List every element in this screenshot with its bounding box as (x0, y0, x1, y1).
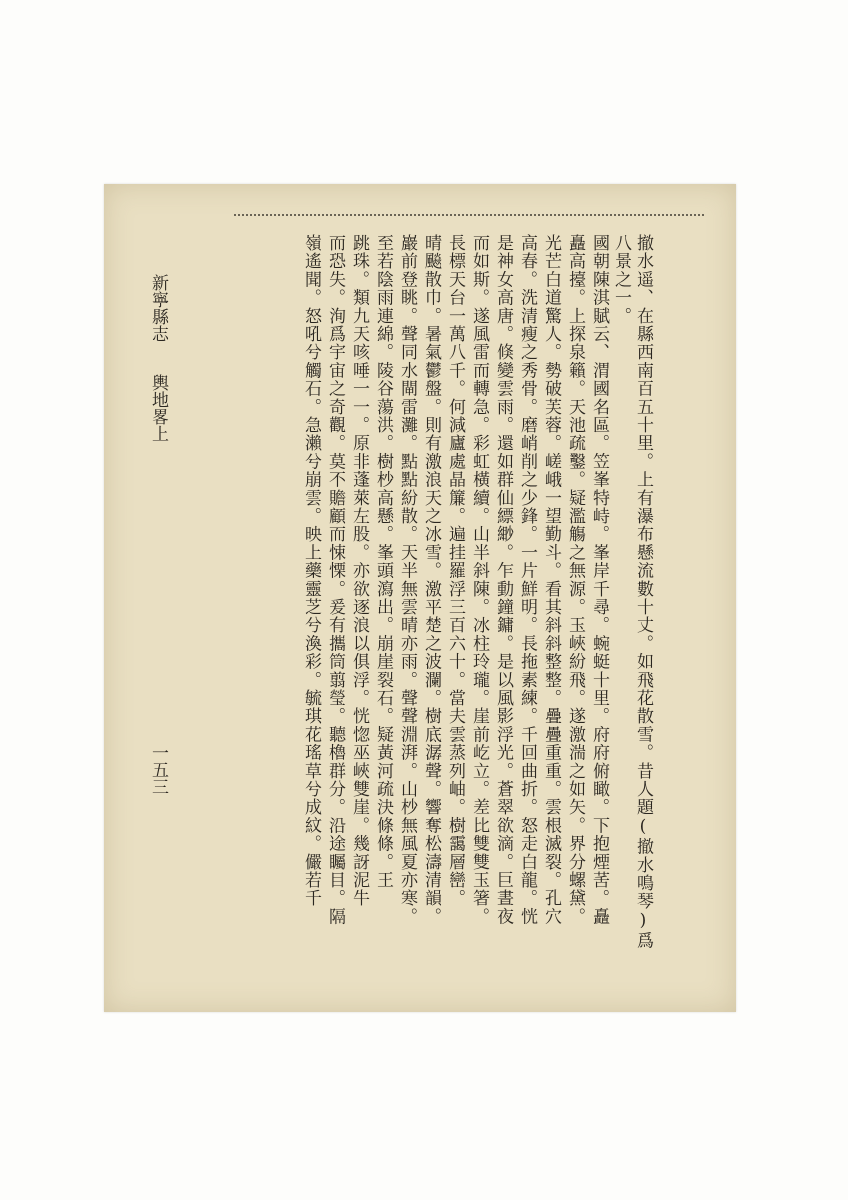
text-column-6: 高春。洗清瘦之秀骨。磨峭削之少鋒。一片鮮明。長拖素練。千回曲折。怒走白龍。恍 (517, 234, 537, 926)
footer-section: 輿地畧上 (148, 374, 168, 442)
footer-title: 新寧縣志 (148, 274, 168, 342)
text-column-9: 長標天台一萬八千。何減廬處晶簾。遍挂羅浮三百六十。當夫雲蒸列岫。樹靄層巒。 (445, 234, 465, 908)
text-column-4: 矗高擡。上探泉籟。天池疏鑿。疑濫觴之無源。玉峽紛飛。遂激湍之如矢。界分螺黛。 (565, 234, 585, 926)
text-column-14: 而恐失。洵爲宇宙之奇觀。莫不贍顧而悚慄。爰有攜筒翦瑩。聽櫓群分。沿途矚目。隔 (325, 234, 345, 926)
text-column-1: 撤水遥、在縣西南百五十里。上有瀑布懸流數十丈。如飛花散雪。昔人題(撤水鳴琴)爲 (633, 234, 653, 950)
text-column-11: 巖前登眺。聲同水閘雷灘。點點紛散。天半無雲晴亦雨。聲聲淵湃。山杪無風夏亦寒。 (397, 234, 417, 926)
header-rule (234, 214, 704, 216)
text-column-8: 而如斯。遂風雷而轉急。彩虹橫續。山半斜陳。冰柱玲瓏。崖前屹立。差比雙雙玉箸。 (469, 234, 489, 926)
text-column-2: 八景之一。 (611, 234, 631, 325)
text-column-13: 跳珠。類九天咳唾一一。原非蓬萊左股。亦欲逐浪以俱浮。恍惚巫峽雙崖。幾訝泥牛 (349, 234, 369, 908)
text-column-3: 國朝陳淇賦云、渭國名區。笠峯特峙。峯岸千尋。蜿蜓十里。府府俯瞰。下抱煙䒷。矗 (589, 234, 609, 926)
page-number: 一五三 (148, 744, 168, 795)
text-column-10: 晴飈散巾。暑氣鬱盤。則有激浪天之冰雪。激平楚之波瀾。樹底潺聲。響奪松濤清韻。 (421, 234, 441, 926)
document-page (104, 184, 736, 1012)
text-column-7: 是神女高唐。倏變雲雨。還如群仙縹緲。乍動鐘鏞。是以風影浮光。蒼翠欲滴。巨晝夜 (493, 234, 513, 926)
text-column-12: 至若陰雨連綿。陵谷蕩洪。樹杪高懸。峯頭瀉出。崩崖裂石。疑黃河疏決條條。王 (373, 234, 393, 890)
text-column-15: 嶺遙聞。怒吼兮觸石。急瀨兮崩雲。映上藥靈芝兮渙彩。毓琪花瑤草兮成紋。儼若千 (301, 234, 321, 908)
text-column-5: 光芒白道驚人。勢破芙蓉。嵯峨一望勤斗。看其斜斜整整。疊疊重重。雲根滅裂。孔穴 (541, 234, 561, 926)
